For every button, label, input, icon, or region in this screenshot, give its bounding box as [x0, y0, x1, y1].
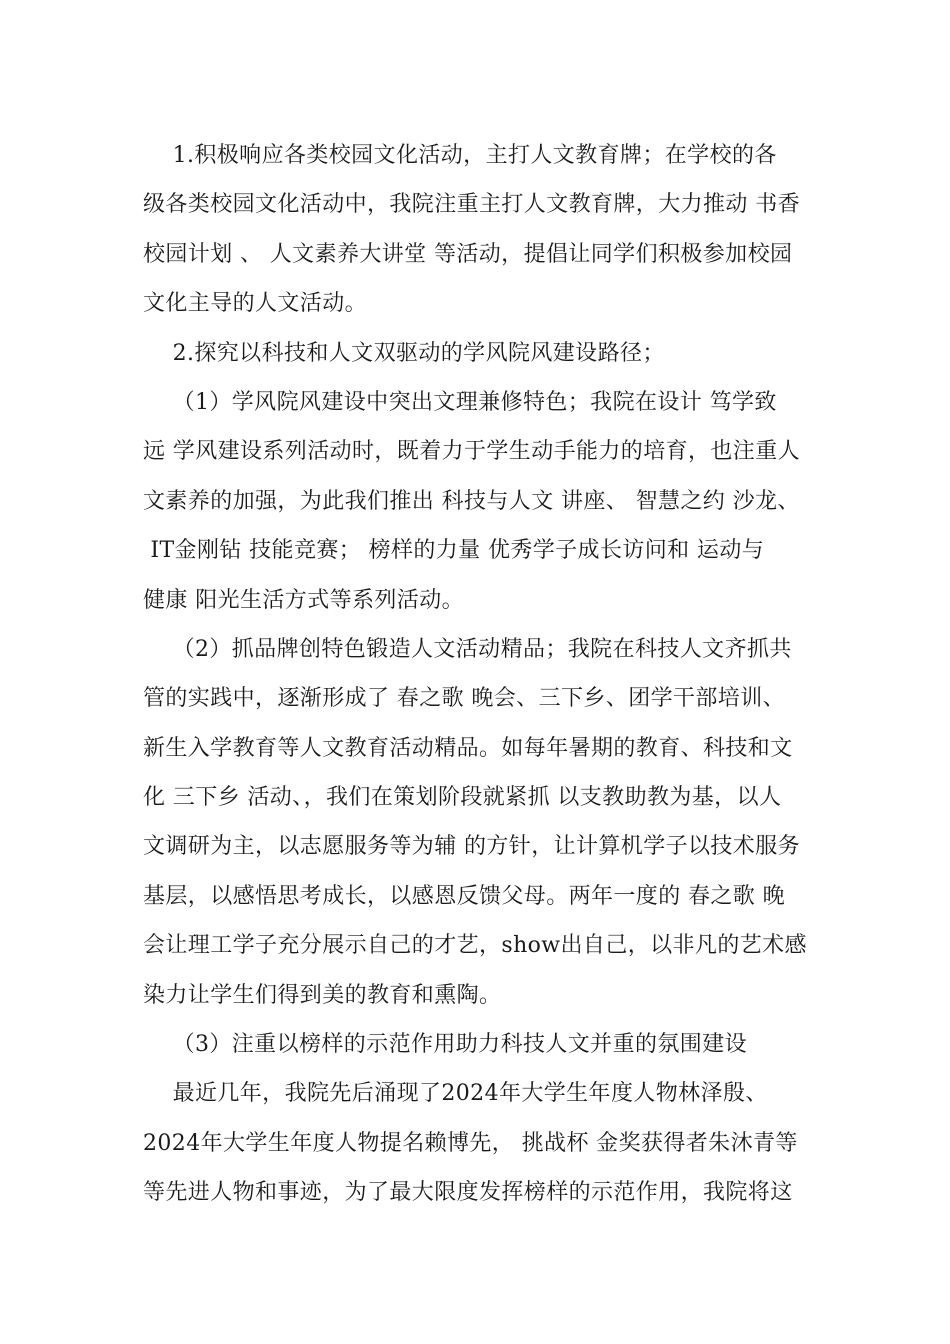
text-line: 2024年大学生年度人物提名赖博先， 挑战杯 金奖获得者朱沐青等: [143, 1130, 798, 1156]
text-line: 文素养的加强，为此我们推出 科技与人文 讲座、 智慧之约 沙龙、: [143, 488, 800, 514]
text-line: 远 学风建设系列活动时，既着力于学生动手能力的培育，也注重人: [143, 439, 800, 465]
text-line: （3）注重以榜样的示范作用助力科技人文并重的氛围建设: [143, 1032, 747, 1058]
text-line: 基层，以感悟思考成长，以感恩反馈父母。两年一度的 春之歌 晚: [143, 883, 785, 909]
text-line: （1）学风院风建设中突出文理兼修特色；我院在设计 笃学致: [143, 389, 777, 415]
text-line: 校园计划 、 人文素养大讲堂 等活动，提倡让同学们积极参加校园: [143, 241, 793, 267]
text-line: 1.积极响应各类校园文化活动，主打人文教育牌；在学校的各: [143, 143, 777, 168]
text-line: 染力让学生们得到美的教育和熏陶。: [143, 982, 502, 1008]
text-line: 文化主导的人文活动。: [143, 291, 368, 317]
text-line: 等先进人物和事迹，为了最大限度发挥榜样的示范作用，我院将这: [143, 1180, 793, 1206]
document-body: [143, 131, 815, 1218]
text-line: 新生入学教育等人文教育活动精品。如每年暑期的教育、科技和文: [143, 735, 793, 761]
text-line: 管的实践中，逐渐形成了 春之歌 晚会、三下乡、团学干部培训、: [143, 686, 785, 712]
text-line: 最近几年，我院先后涌现了2024年大学生年度人物林泽殷、: [143, 1081, 768, 1107]
text-line: 文调研为主，以志愿服务等为辅 的方针，让计算机学子以技术服务: [143, 834, 800, 860]
text-line: 2.探究以科技和人文双驱动的学风院风建设路径；: [143, 340, 665, 366]
text-line: 化 三下乡 活动、，我们在策划阶段就紧抓 以支教助教为基，以人: [143, 785, 782, 811]
text-line: 级各类校园文化活动中，我院注重主打人文教育牌，大力推动 书香: [143, 192, 800, 218]
text-line: 会让理工学子充分展示自己的才艺，show出自己，以非凡的艺术感: [143, 933, 807, 959]
text-line: IT金刚钻 技能竞赛； 榜样的力量 优秀学子成长访问和 运动与: [143, 538, 765, 564]
text-line: 健康 阳光生活方式等系列活动。: [143, 587, 464, 613]
text-line: （2）抓品牌创特色锻造人文活动精品；我院在科技人文齐抓共: [143, 636, 792, 662]
